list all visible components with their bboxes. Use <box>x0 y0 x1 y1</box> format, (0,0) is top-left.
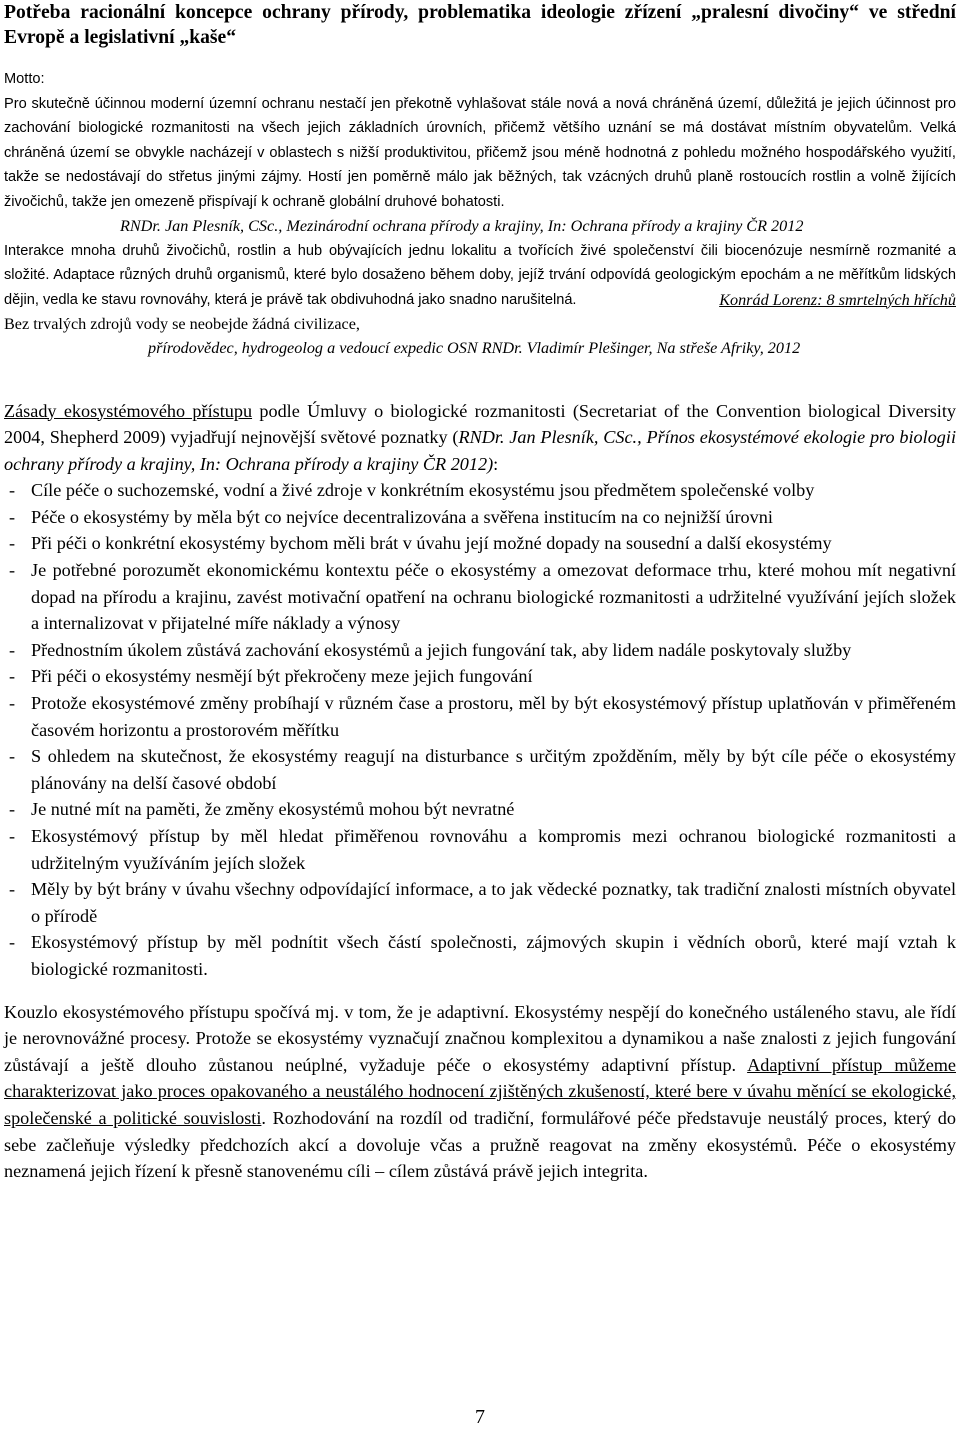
quote-plesnik-source-author: RNDr. Jan Plesník, CSc. <box>120 217 279 235</box>
principles-intro <box>4 398 956 478</box>
quote-plesinger-source <box>4 337 956 360</box>
motto-label: Motto: <box>4 71 45 87</box>
list-item: - S ohledem na skutečnost, že ekosystémy reagují na disturbance s určitým zpožděním, měly by být cíle péče o ekosystémy plánovány na delší časové období <box>4 743 956 796</box>
motto-quote-lorenz <box>4 239 956 313</box>
quote-plesnik-source-rest: , Mezinárodní ochrana přírody a krajiny, In: Ochrana přírody a krajiny ČR 2012 <box>278 217 804 235</box>
principles-intro-text: podle Úmluvy o biologické rozmanitosti (Secretariat of the Convention biological Diversity 2004, Shepherd 2009) vyjadřují nejnovější světové poznatky ( <box>4 400 956 448</box>
list-item: - Péče o ekosystémy by měla být co nejvíce decentralizována a svěřena institucím na co nejnižší úrovni <box>4 504 956 531</box>
quote-plesnik-part-b: Velká chráněná území se obvykle nacházejí v oblastech s nižší produktivitou, přičemž jsou méně hodnotná z pohledu možného hospodářského využití, takže se nedostávají do střetus jinými zájmy. <box>4 120 956 185</box>
motto-quote-plesinger: Bez trvalých zdrojů vody se neobejde žádná civilizace, <box>4 315 360 333</box>
quote-lorenz-source: Konrád Lorenz: 8 smrtelných hříchů <box>719 290 956 309</box>
principles-list <box>4 477 956 982</box>
list-item: - Je potřebné porozumět ekonomickému kontextu péče o ekosystémy a omezovat deformace trhu, které mohou mít negativní dopad na přírodu a krajinu, zavést motivační opatření na ochranu biologické rozmanitosti a udržitelné využívání jejích složek a internalizovat v přijatelné míře náklady a výnosy <box>4 557 956 637</box>
principles-intro-colon: : <box>493 453 499 474</box>
closing-part-1: Kouzlo ekosystémového přístupu spočívá mj. v tom, že je adaptivní. Ekosystémy nespějí do konečného ustáleného stavu, ale řídí je nerovnovážné procesy. Protože se ekosystémy vyznačují značnou komplexitou a dynamikou a naše znalosti z jejich fungování zůstávají a ještě dlouho zůstanou neúplné, vyžaduje péče o ekosystémy adaptivní přístup. <box>4 1001 956 1075</box>
ecosystem-principles-section <box>4 398 956 983</box>
adaptive-approach-paragraph <box>4 999 956 1185</box>
list-item: - Při péči o ekosystémy nesmějí být překročeny meze jejich fungování <box>4 663 956 690</box>
principles-heading: Zásady ekosystémového přístupu <box>4 400 253 421</box>
principles-ref-rest: , Přínos ekosystémové ekologie pro biologii ochrany přírody a krajiny, In: Ochrana přírody a krajiny ČR 2012) <box>4 427 956 474</box>
list-item: - Přednostním úkolem zůstává zachování ekosystémů a jejich fungování tak, aby lidem nadále poskytovaly služby <box>4 637 956 664</box>
page-number: 7 <box>475 1406 485 1428</box>
page-title: Potřeba racionální koncepce ochrany přírody, problematika ideologie zřízení „pralesní divočiny“ ve střední Evropě a legislativní „kaše“ <box>4 2 956 48</box>
list-item: - Cíle péče o suchozemské, vodní a živé zdroje v konkrétním ekosystému jsou předmětem společenské volby <box>4 477 956 504</box>
list-item: - Je nutné mít na paměti, že změny ekosystémů mohou být nevratné <box>4 796 956 823</box>
list-item: - Měly by být brány v úvahu všechny odpovídající informace, a to jak vědecké poznatky, tak tradiční znalosti místních obyvatel o přírodě <box>4 876 956 929</box>
list-item: - Při péči o konkrétní ekosystémy bychom měli brát v úvahu její možné dopady na sousední a další ekosystémy <box>4 530 956 557</box>
closing-part-2: . Rozhodování na rozdíl od tradiční, formulářové péče představuje neustálý proces, který do sebe začleňuje výsledky předchozích akcí a dovoluje včas a pružně reagovat na změny ekosystémů. Péče o ekosystémy neznamená jejich řízení k přesně stanovenému cíli – cílem zůstává právě jejich integrita. <box>4 1107 956 1182</box>
motto-section <box>4 67 956 360</box>
principles-ref-author: RNDr. Jan Plesník, CSc. <box>458 427 638 448</box>
quote-lorenz-text: Interakce mnoha druhů živočichů, rostlin a hub obývajících jednu lokalitu a tvořících živé společenství čili biocenózuje nesmírně rozmanité a složité. Adaptace různých druhů organismů, které bylo dosaženo během doby, jejíž trvání odpovídá geologickým epochám a ne měřítkům lidských dějin, vedla ke stavu rovnováhy, která je právě tak obdivuhodná jako snadno narušitelná. <box>4 242 956 308</box>
list-item: - Ekosystémový přístup by měl podnítit všech částí společnosti, zájmových skupin i vědních oborů, které mají vztah k biologické rozmanitosti. <box>4 929 956 982</box>
quote-plesnik-source <box>4 214 956 239</box>
quote-plesnik-part-c: Hostí jen poměrně málo jak běžných, tak vzácných druhů planě rostoucích rostlin a volně žijících živočichů, takže jen omezeně přispívají k ochraně globální druhové bohatosti. <box>4 169 956 210</box>
quote-plesinger-source-a: přírodovědec, hydrogeolog a vedoucí expedic OSN <box>148 338 478 357</box>
list-item: - Protože ekosystémové změny probíhají v různém čase a prostoru, měl by být ekosystémový přístup uplatňován v přiměřeném časovém horizontu a prostorovém měřítku <box>4 690 956 743</box>
quote-plesnik-part-a: Pro skutečně účinnou moderní územní ochranu nestačí jen překotně vyhlašovat stále nová a nová chráněná území, důležitá je jejich účinnost pro zachování biologické rozmanitosti na všech jejich základních úrovních, přičemž většího uznání se má dostávat místním obyvatelům. <box>4 95 956 136</box>
motto-quote-plesnik <box>4 92 956 215</box>
quote-plesinger-source-b: RNDr. Vladimír Plešinger, Na střeše Afriky, 2012 <box>477 338 801 357</box>
list-item: - Ekosystémový přístup by měl hledat přiměřenou rovnováhu a kompromis mezi ochranou biologické rozmanitosti a udržitelným využíváním jejích složek <box>4 823 956 876</box>
closing-underlined: Adaptivní přístup můžeme charakterizovat jako proces opakovaného a neustálého hodnocení zjištěných zkušeností, které bere v úvahu měnící se ekologické, společenské a politické souvislosti <box>4 1054 956 1128</box>
